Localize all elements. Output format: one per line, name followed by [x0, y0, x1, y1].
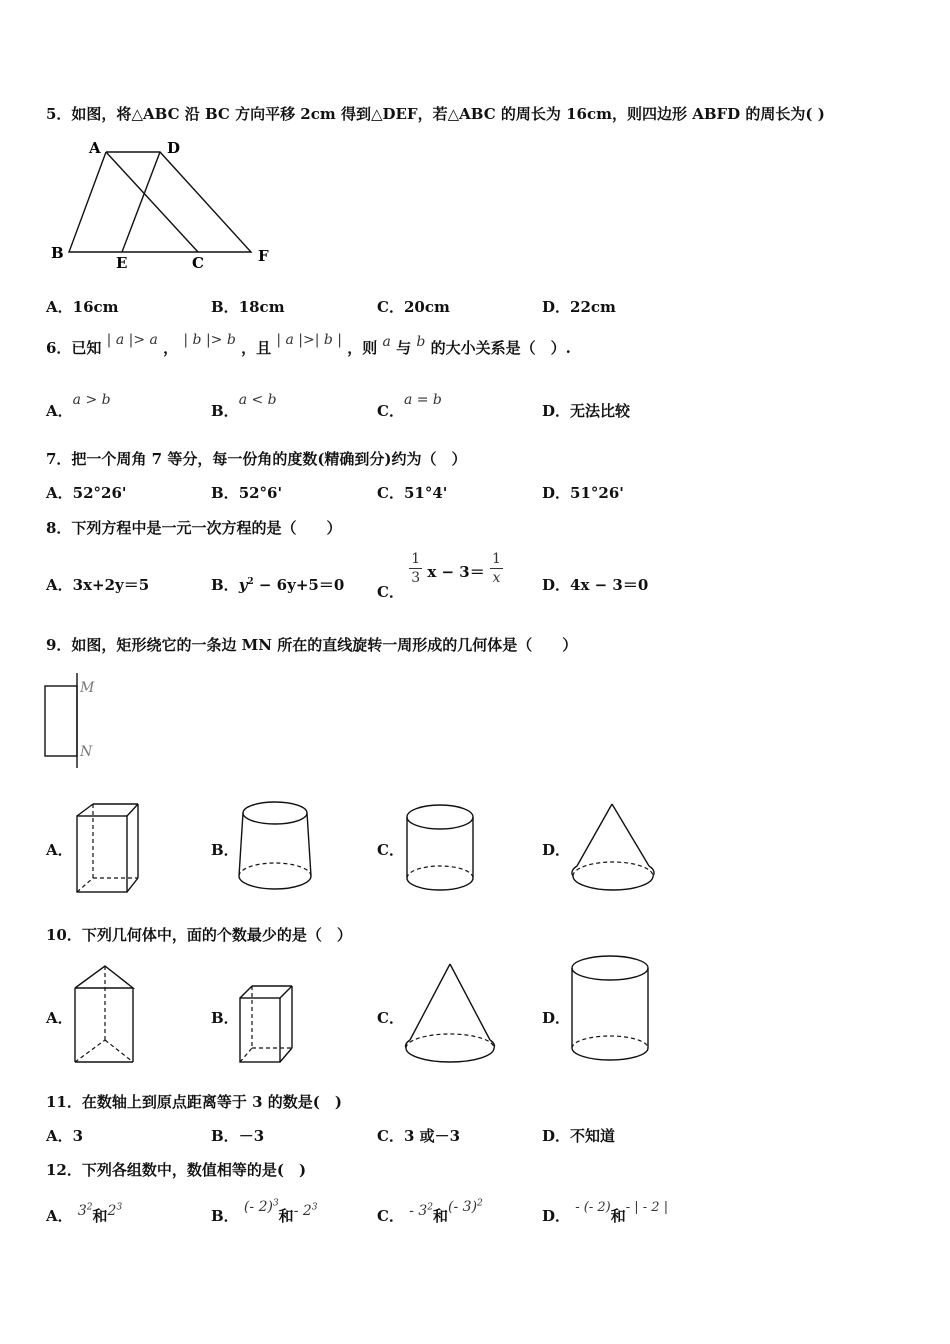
q9-option-a[interactable]: A．	[46, 841, 73, 859]
q6-stem: 6．已知 | a |> a ， | b |> b ，且 | a |>| b | ，则 a 与 b 的大小关系是（ ）.	[46, 332, 571, 357]
q5-options	[46, 296, 906, 336]
q8-option-a[interactable]: A．3x+2y＝5	[46, 576, 150, 594]
q5-label-f: F	[258, 247, 269, 265]
q12-stem: 12．下列各组数中，数值相等的是( )	[46, 1161, 307, 1179]
q6-options	[46, 390, 906, 430]
q8-option-b[interactable]: B．$y^2 - 6y+5=0$	[211, 576, 345, 594]
q9-cylinder-icon	[400, 800, 480, 896]
q10-cone-icon	[400, 958, 500, 1068]
q9-cuboid-icon	[70, 800, 150, 896]
q10-option-d[interactable]: D．	[542, 1009, 571, 1027]
q6-option-c[interactable]: C．a = b	[377, 392, 442, 420]
q5-figure	[46, 136, 286, 276]
q9-option-b[interactable]: B．	[211, 841, 239, 859]
q12-option-a[interactable]: A． $3^2$和$2^3$	[46, 1202, 123, 1225]
q9-stem: 9．如图，矩形绕它的一条边 MN 所在的直线旋转一周形成的几何体是（ ）	[46, 636, 578, 654]
q12-options	[46, 1195, 906, 1235]
q9-label-m: M	[80, 680, 95, 696]
q9-rectangle-figure	[40, 668, 120, 778]
q10-option-b[interactable]: B．	[211, 1009, 239, 1027]
q9-option-c[interactable]: C．	[377, 841, 404, 859]
q7-option-c[interactable]: C．51°4'	[377, 484, 448, 502]
q5-label-c: C	[192, 254, 204, 272]
q7-option-d[interactable]: D．51°26'	[542, 484, 624, 502]
q6-option-d[interactable]: D．无法比较	[542, 402, 631, 420]
q10-option-c[interactable]: C．	[377, 1009, 404, 1027]
q10-prism-icon	[70, 962, 140, 1066]
q11-option-a[interactable]: A．3	[46, 1127, 84, 1145]
q7-option-b[interactable]: B．52°6'	[211, 484, 283, 502]
q5-label-d: D	[167, 139, 181, 157]
q11-stem: 11．在数轴上到原点距离等于 3 的数是( )	[46, 1093, 342, 1111]
q10-stem: 10．下列几何体中，面的个数最少的是（ ）	[46, 926, 352, 944]
q5-option-c[interactable]: C．20cm	[377, 298, 450, 316]
q9-label-n: N	[80, 744, 93, 760]
q10-cube-icon	[234, 982, 300, 1066]
q5-label-e: E	[116, 254, 128, 272]
q11-option-b[interactable]: B．－3	[211, 1127, 265, 1145]
q9-option-d[interactable]: D．	[542, 841, 571, 859]
q8-option-d[interactable]: D．4x − 3＝0	[542, 576, 649, 594]
q5-option-d[interactable]: D．22cm	[542, 298, 616, 316]
q8-fraction-2: $\frac{1}{x}$	[491, 551, 501, 586]
q8-option-c[interactable]: C． $\frac{1}{3}$ x − 3＝ $\frac{1}{x}$	[377, 551, 501, 601]
q8-stem: 8．下列方程中是一元一次方程的是（ ）	[46, 519, 342, 537]
q5-label-a: A	[89, 139, 101, 157]
q8-options	[46, 550, 906, 600]
q12-option-d[interactable]: D． - (- 2)和- | - 2 |	[542, 1200, 669, 1225]
q5-option-a[interactable]: A．16cm	[46, 298, 119, 316]
q10-option-a[interactable]: A．	[46, 1009, 73, 1027]
q7-option-a[interactable]: A．52°26'	[46, 484, 127, 502]
q5-option-b[interactable]: B．18cm	[211, 298, 285, 316]
q5-stem: 5．如图，将△ABC 沿 BC 方向平移 2cm 得到△DEF，若△ABC 的周长为 16cm，则四边形 ABFD 的周长为( )	[46, 105, 825, 123]
q11-option-d[interactable]: D．不知道	[542, 1127, 616, 1145]
q6-option-b[interactable]: B．a < b	[211, 392, 277, 420]
q10-cylinder-icon	[566, 950, 656, 1070]
q12-option-b[interactable]: B． (- 2)$^3$和- $2^3$	[211, 1198, 318, 1225]
q8-fraction-1: $\frac{1}{3}$	[411, 551, 421, 586]
q7-stem: 7．把一个周角 7 等分，每一份角的度数(精确到分)约为（ ）	[46, 450, 467, 468]
q9-frustum-icon	[235, 798, 320, 898]
q9-cone-icon	[567, 798, 659, 898]
q7-options	[46, 482, 906, 522]
q11-option-c[interactable]: C．3 或－3	[377, 1127, 461, 1145]
q5-label-b: B	[51, 244, 64, 262]
q6-option-a[interactable]: A．a > b	[46, 392, 111, 420]
q12-option-c[interactable]: C． - $3^2$和(- 3)$^2$	[377, 1198, 483, 1225]
